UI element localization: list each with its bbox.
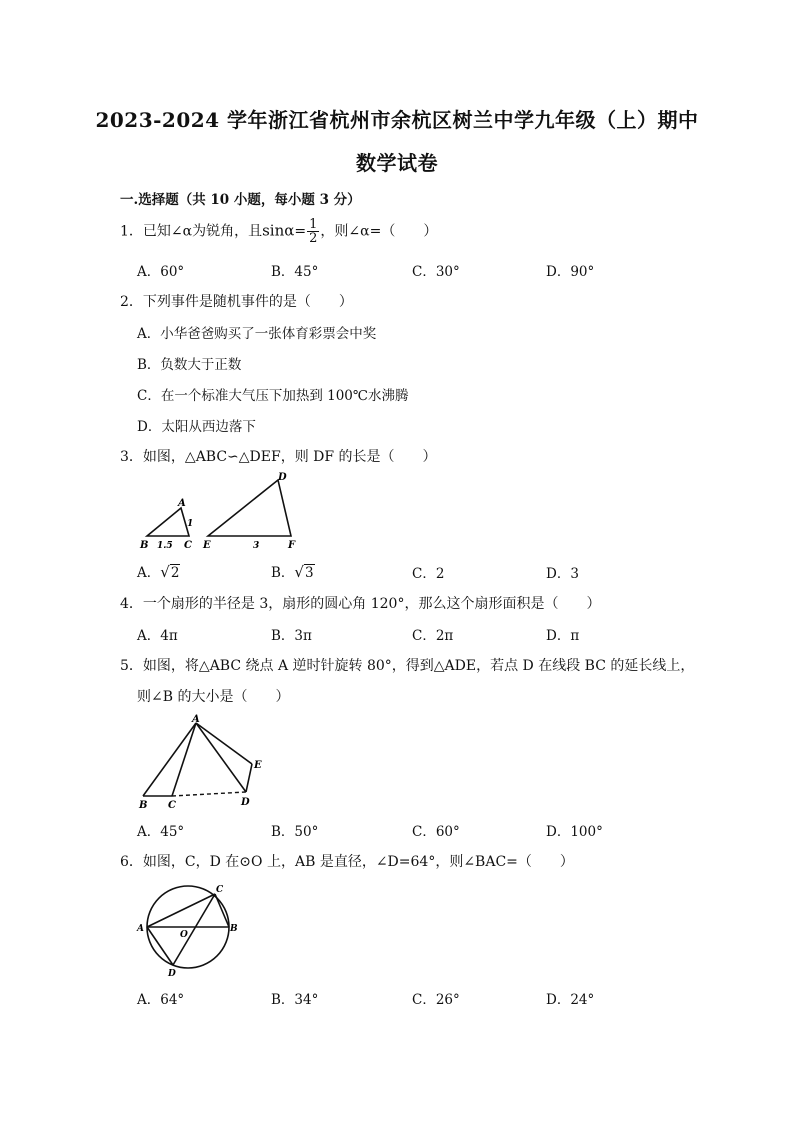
question-number: 6． — [120, 854, 143, 870]
similar-triangles-figure — [136, 470, 316, 558]
option-b: B．50° — [271, 824, 319, 840]
sin-expression: sinα — [262, 221, 295, 240]
question-number: 1． — [120, 223, 143, 240]
option-c: C．30° — [412, 264, 460, 280]
rotation-figure — [134, 712, 274, 812]
circle-figure — [136, 880, 246, 980]
option-c: C．2 — [412, 566, 445, 582]
question-text-suffix: ，则∠α=（ ） — [320, 223, 438, 240]
label-c: C — [168, 800, 176, 811]
option-b-prefix: B． — [271, 565, 295, 581]
sqrt-radicand: 3 — [304, 565, 314, 581]
sqrt-expression: √3 — [294, 563, 314, 581]
option-b: B．45° — [271, 264, 319, 280]
segment-ae — [196, 723, 252, 764]
label-o: O — [180, 930, 188, 940]
label-d: D — [278, 472, 287, 483]
segment-cb — [215, 894, 229, 927]
question-number: 4． — [120, 596, 143, 612]
question-text: 如图，C，D 在⊙O 上，AB 是直径，∠D=64°，则∠BAC=（ ） — [142, 854, 574, 870]
label-b: B — [230, 924, 238, 934]
label-c: C — [216, 885, 224, 895]
option-d: D．24° — [546, 992, 595, 1008]
sqrt-radicand: 2 — [170, 565, 180, 581]
option-b: B．3π — [271, 628, 312, 644]
option-d: D．100° — [546, 824, 603, 840]
sqrt-expression: √2 — [160, 563, 180, 581]
label-c: C — [184, 540, 192, 551]
question-6 — [120, 851, 574, 871]
question-4 — [120, 593, 600, 613]
label-e: E — [203, 540, 211, 551]
option-c: C．60° — [412, 824, 460, 840]
option-d: D．3 — [546, 566, 579, 582]
option-b: B．34° — [271, 992, 319, 1008]
fraction — [307, 218, 319, 245]
triangle-def — [208, 480, 291, 536]
question-text: 已知∠α为锐角，且 — [142, 223, 263, 240]
label-d: D — [168, 969, 176, 979]
label-a: A — [178, 498, 186, 509]
fraction-denominator: 2 — [309, 231, 318, 246]
section-heading: 一.选择题（共 10 小题，每小题 3 分） — [120, 192, 361, 208]
equals-sign: = — [294, 223, 307, 240]
option-a: A．4π — [137, 628, 178, 644]
option-b — [271, 561, 315, 581]
segment-de — [246, 764, 252, 792]
fraction-numerator: 1 — [309, 217, 318, 232]
question-number: 2． — [120, 294, 143, 310]
label-a: A — [137, 924, 144, 934]
question-text: 如图，将△ABC 绕点 A 逆时针旋转 80°，得到△ADE，若点 D 在线段 BC 的延长线上， — [142, 658, 695, 674]
question-5 — [120, 655, 694, 675]
question-number: 3． — [120, 449, 143, 465]
option-a-prefix: A． — [137, 565, 161, 581]
option-a: A．64° — [137, 992, 185, 1008]
question-text: 如图，△ABC∽△DEF，则 DF 的长是（ ） — [142, 449, 437, 465]
label-side-1: 1 — [187, 519, 194, 529]
label-e: E — [254, 760, 262, 771]
label-side-1-5: 1.5 — [157, 541, 173, 551]
page-title: 2023-2024 学年浙江省杭州市余杭区树兰中学九年级（上）期中 — [95, 108, 699, 132]
option-a: A．60° — [137, 264, 185, 280]
segment-ad — [196, 723, 246, 792]
question-5-line-2: 则∠B 的大小是（ ） — [137, 689, 290, 705]
option-a — [137, 561, 180, 581]
choice-a: A．小华爸爸购买了一张体育彩票会中奖 — [137, 326, 377, 342]
question-1 — [120, 218, 437, 245]
option-c: C．26° — [412, 992, 460, 1008]
option-d: D．π — [546, 628, 580, 644]
option-c: C．2π — [412, 628, 454, 644]
segment-ab — [143, 723, 196, 796]
segment-ac — [172, 723, 196, 796]
choice-b: B．负数大于正数 — [137, 357, 242, 373]
question-3 — [120, 446, 437, 466]
option-d: D．90° — [546, 264, 595, 280]
segment-cd-dashed — [172, 792, 246, 796]
label-b: B — [139, 800, 148, 811]
question-number: 5． — [120, 658, 143, 674]
triangle-abc — [147, 508, 189, 536]
page-subtitle: 数学试卷 — [356, 151, 438, 175]
label-b: B — [140, 540, 149, 551]
question-text: 一个扇形的半径是 3，扇形的圆心角 120°，那么这个扇形面积是（ ） — [142, 596, 601, 612]
label-a: A — [192, 714, 200, 725]
label-d: D — [241, 797, 250, 808]
choice-c: C．在一个标准大气压下加热到 100℃水沸腾 — [137, 388, 409, 404]
choice-d: D．太阳从西边落下 — [137, 419, 256, 435]
option-a: A．45° — [137, 824, 185, 840]
label-side-3: 3 — [253, 541, 260, 551]
label-f: F — [288, 540, 296, 551]
question-text: 下列事件是随机事件的是（ ） — [142, 294, 353, 310]
question-2 — [120, 291, 353, 311]
